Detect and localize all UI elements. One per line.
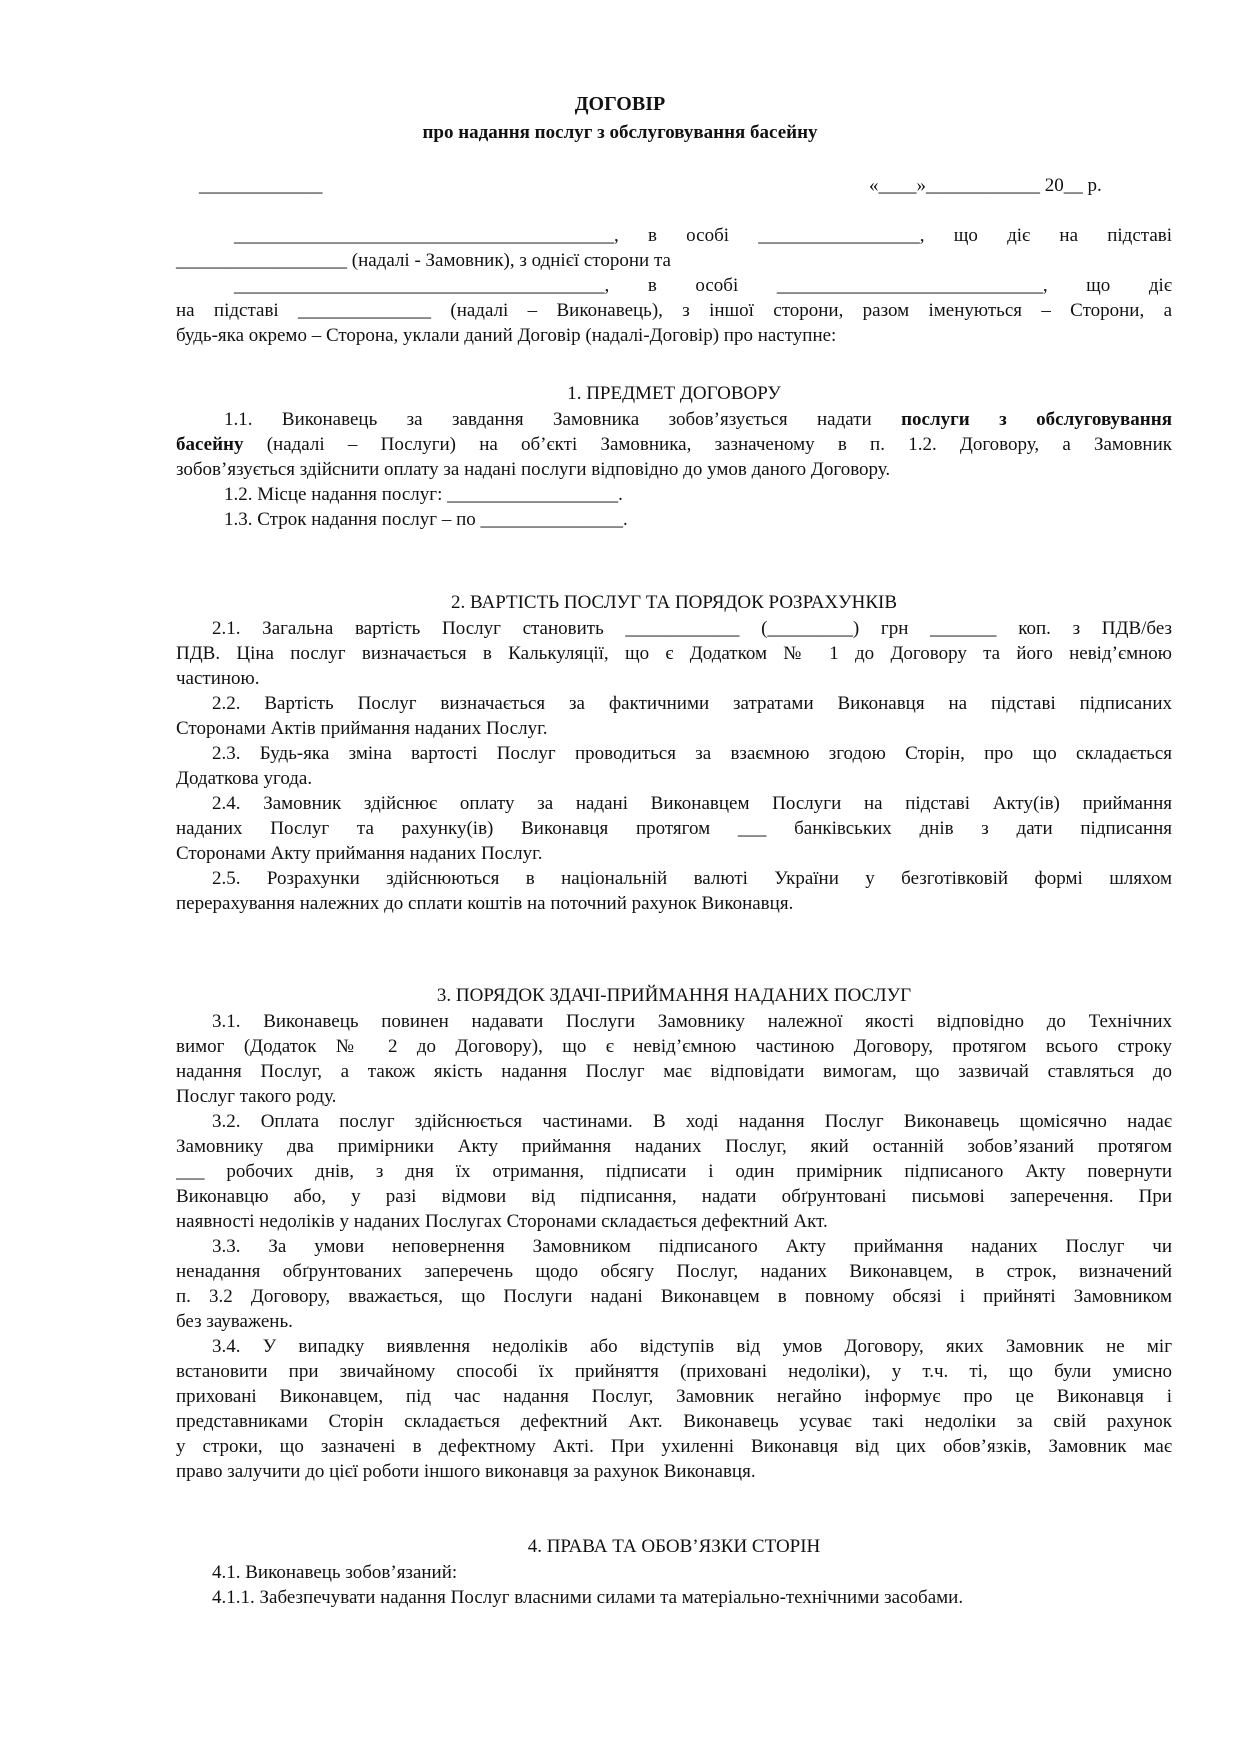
paragraph-line: 3.2. Оплата послуг здійснюється частинами. В ході надання Послуг Виконавець щомісячно надає — [212, 1111, 1172, 1132]
city-blank: _____________ — [199, 175, 323, 196]
document-title: ДОГОВІР — [574, 93, 666, 115]
paragraph-line: Сторонами Акту приймання наданих Послуг. — [176, 843, 543, 864]
section-heading: 4. ПРАВА ТА ОБОВ’ЯЗКИ СТОРІН — [527, 1536, 821, 1557]
paragraph-line: ПДВ. Ціна послуг визначається в Калькуляції, що є Додатком № 1 до Договору та його невід’ємною — [176, 643, 1172, 664]
preamble-line: _______________________________________, в особі ____________________________, що діє — [234, 275, 1172, 296]
paragraph-line: ненадання обґрунтованих заперечень щодо обсягу Послуг, наданих Виконавцем, в строк, визначений — [176, 1261, 1172, 1282]
paragraph-line: наявності недоліків у наданих Послугах Сторонами складається дефектний Акт. — [176, 1211, 828, 1232]
paragraph-line — [176, 407, 1172, 432]
paragraph-line: наданих Послуг та рахунку(ів) Виконавця протягом ___ банківських днів з дати підписання — [176, 818, 1172, 839]
paragraph-line: 1.3. Строк надання послуг – по _______________. — [224, 509, 628, 530]
section-2-body — [176, 616, 1172, 916]
paragraph-line: 2.5. Розрахунки здійснюються в національній валюті України у безготівковій формі шляхом — [212, 868, 1172, 889]
section-heading: 3. ПОРЯДОК ЗДАЧІ-ПРИЙМАННЯ НАДАНИХ ПОСЛУГ — [436, 985, 912, 1006]
paragraph-text: 1.1. Виконавець за завдання Замовника зобов’язується надати — [224, 409, 902, 430]
paragraph-line: 2.3. Будь-яка зміна вартості Послуг проводиться за взаємною згодою Сторін, про що складається — [212, 743, 1172, 764]
paragraph-text: (надалі – Послуги) на об’єкті Замовника, зазначеному в п. 1.2. Договору, а Замовник — [243, 434, 1172, 455]
paragraph-line: 4.1. Виконавець зобов’язаний: — [212, 1562, 458, 1583]
paragraph-line: 4.1.1. Забезпечувати надання Послуг власними силами та матеріально-технічними засобами. — [212, 1587, 964, 1608]
paragraph-line: 1.2. Місце надання послуг: __________________. — [224, 484, 623, 505]
preamble-line: __________________ (надалі - Замовник), з однієї сторони та — [176, 250, 671, 271]
document-subtitle: про надання послуг з обслуговування басейну — [422, 122, 818, 143]
preamble-line: ________________________________________, в особі _________________, що діє на підставі — [234, 225, 1172, 246]
paragraph-line: вимог (Додаток № 2 до Договору), що є невід’ємною частиною Договору, протягом всього строку — [176, 1036, 1172, 1057]
bold-text: послуги з обслуговування — [901, 409, 1172, 430]
paragraph-line: Послуг такого роду. — [176, 1086, 337, 1107]
paragraph-line: Виконавцю або, у разі відмови від підписання, надати обґрунтовані письмові заперечення. При — [176, 1186, 1172, 1207]
paragraph-line: приховані Виконавцем, під час надання Послуг, Замовник негайно інформує про це Виконавця і — [176, 1386, 1172, 1407]
paragraph-line: надання Послуг, а також якість надання Послуг має відповідати вимогам, що зазвичай ставляться до — [176, 1061, 1172, 1082]
paragraph-line: без зауважень. — [176, 1311, 293, 1332]
paragraph-line: зобов’язується здійснити оплату за надані послуги відповідно до умов даного Договору. — [176, 459, 891, 480]
paragraph-line: ___ робочих днів, з дня їх отримання, підписати і один примірник підписаного Акту повернути — [176, 1161, 1172, 1182]
section-heading: 2. ВАРТІСТЬ ПОСЛУГ ТА ПОРЯДОК РОЗРАХУНКІВ — [451, 592, 897, 613]
section-4-body — [176, 1560, 1172, 1610]
paragraph-line: встановити при звичайному способі їх прийняття (приховані недоліки), у т.ч. ті, що були умисно — [176, 1361, 1172, 1382]
paragraph-line: 2.1. Загальна вартість Послуг становить ____________ (_________) грн _______ коп. з ПДВ/без — [212, 618, 1172, 639]
preamble-line: будь-яка окремо – Сторона, уклали даний Договір (надалі-Договір) про наступне: — [176, 325, 837, 346]
preamble-line: на підставі ______________ (надалі – Виконавець), з іншої сторони, разом іменуються – Сторони, а — [176, 300, 1172, 321]
date-line: «____»____________ 20__ р. — [869, 175, 1102, 196]
paragraph-line: у строки, що зазначені в дефектному Акті. При ухиленні Виконавця від цих обов’язків, Замовник має — [176, 1436, 1172, 1457]
paragraph-line: п. 3.2 Договору, вважається, що Послуги надані Виконавцем в повному обсязі і прийняті Замовником — [176, 1286, 1172, 1307]
paragraph-line: частиною. — [176, 668, 260, 689]
paragraph-line: 2.4. Замовник здійснює оплату за надані Виконавцем Послуги на підставі Акту(ів) приймання — [212, 793, 1172, 814]
section-3-body — [176, 1009, 1172, 1484]
section-heading: 1. ПРЕДМЕТ ДОГОВОРУ — [567, 383, 781, 404]
paragraph-line: перерахування належних до сплати коштів на поточний рахунок Виконавця. — [176, 893, 794, 914]
paragraph-line: Сторонами Актів приймання наданих Послуг. — [176, 718, 548, 739]
paragraph-line: Замовнику два примірники Акту приймання наданих Послуг, який останній зобов’язаний протягом — [176, 1136, 1172, 1157]
paragraph-line: 3.3. За умови неповернення Замовником підписаного Акту приймання наданих Послуг чи — [212, 1236, 1172, 1257]
section-1-body — [176, 407, 1172, 532]
paragraph-line: 2.2. Вартість Послуг визначається за фактичними затратами Виконавця на підставі підписаних — [212, 693, 1172, 714]
paragraph-line — [176, 432, 1172, 457]
preamble — [176, 223, 1172, 348]
paragraph-line: 3.4. У випадку виявлення недоліків або відступів від умов Договору, яких Замовник не міг — [212, 1336, 1172, 1357]
bold-text: басейну — [176, 434, 244, 455]
paragraph-line: Додаткова угода. — [176, 768, 313, 789]
paragraph-line: 3.1. Виконавець повинен надавати Послуги Замовнику належної якості відповідно до Технічних — [212, 1011, 1172, 1032]
paragraph-line: право залучити до цієї роботи іншого виконавця за рахунок Виконавця. — [176, 1461, 756, 1482]
paragraph-line: представниками Сторін складається дефектний Акт. Виконавець усуває такі недоліки за свій рахунок — [176, 1411, 1172, 1432]
